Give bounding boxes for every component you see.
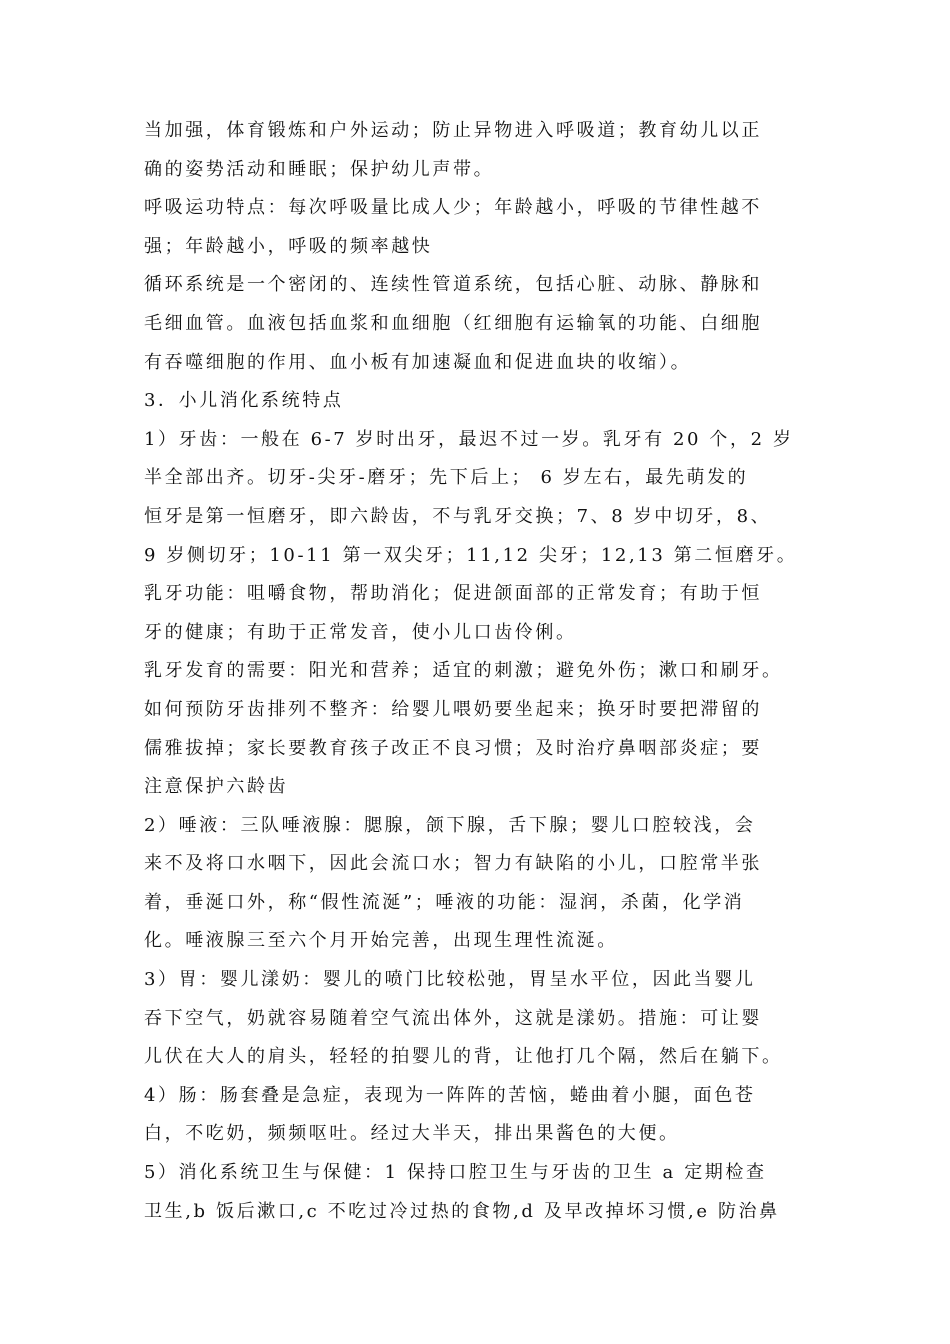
text-line: 儒雅拔掉；家长要教育孩子改正不良习惯；及时治疗鼻咽部炎症；要 [144,737,762,759]
document-body [144,112,808,1231]
text-line: 牙的健康；有助于正常发音，使小儿口齿伶俐。 [144,621,577,643]
text-line: 卫生,b 饭后漱口,c 不吃过冷过热的食物,d 及早改掉坏习惯,e 防治鼻 [144,1200,780,1222]
text-line: 来不及将口水咽下，因此会流口水；智力有缺陷的小儿，口腔常半张 [144,853,762,875]
text-line: 9 岁侧切牙；10-11 第一双尖牙；11,12 尖牙；12,13 第二恒磨牙。 [144,544,798,566]
text-line: 着，垂涎口外，称“假性流涎”；唾液的功能：湿润，杀菌，化学消 [144,891,745,913]
text-line: 2）唾液：三队唾液腺：腮腺，颌下腺，舌下腺；婴儿口腔较浅，会 [144,814,756,836]
text-line: 循环系统是一个密闭的、连续性管道系统，包括心脏、动脉、静脉和 [144,274,762,296]
text-line: 如何预防牙齿排列不整齐：给婴儿喂奶要坐起来；换牙时要把滞留的 [144,698,762,720]
text-line: 1）牙齿：一般在 6-7 岁时出牙，最迟不过一岁。乳牙有 20 个，2 岁 [144,428,794,450]
text-line: 注意保护六龄齿 [144,776,289,798]
text-line: 4）肠：肠套叠是急症，表现为一阵阵的苦恼，蜷曲着小腿，面色苍 [144,1084,756,1106]
text-line: 有吞噬细胞的作用、血小板有加速凝血和促进血块的收缩）。 [144,351,692,373]
text-line: 化。唾液腺三至六个月开始完善，出现生理性流涎。 [144,930,618,952]
text-line: 强；年龄越小，呼吸的频率越快 [144,235,433,257]
text-line: 毛细血管。血液包括血浆和血细胞（红细胞有运输氧的功能、白细胞 [144,312,762,334]
text-line: 3）胃：婴儿漾奶：婴儿的喷门比较松弛，胃呈水平位，因此当婴儿 [144,969,756,991]
section-heading: 3．小儿消化系统特点 [144,390,344,412]
text-line: 确的姿势活动和睡眠；保护幼儿声带。 [144,158,495,180]
text-line: 5）消化系统卫生与保健：1 保持口腔卫生与牙齿的卫生 a 定期检查 [144,1162,767,1184]
text-line: 儿伏在大人的肩头，轻轻的拍婴儿的背，让他打几个隔，然后在躺下。 [144,1046,783,1068]
text-line: 乳牙发育的需要：阳光和营养；适宜的刺激；避免外伤；漱口和刷牙。 [144,660,783,682]
text-line: 吞下空气，奶就容易随着空气流出体外，这就是漾奶。措施：可让婴 [144,1007,762,1029]
text-line: 白，不吃奶，频频呕吐。经过大半天，排出果酱色的大便。 [144,1123,680,1145]
text-line: 半全部出齐。切牙-尖牙-磨牙；先下后上； 6 岁左右，最先萌发的 [144,467,749,489]
text-line: 恒牙是第一恒磨牙，即六龄齿，不与乳牙交换；7、8 岁中切牙，8、 [144,505,772,527]
text-line: 当加强，体育锻炼和户外运动；防止异物进入呼吸道；教育幼儿以正 [144,120,762,141]
text-line: 乳牙功能：咀嚼食物，帮助消化；促进颌面部的正常发育；有助于恒 [144,583,762,605]
text-line: 呼吸运功特点：每次呼吸量比成人少；年龄越小，呼吸的节律性越不 [144,197,762,219]
